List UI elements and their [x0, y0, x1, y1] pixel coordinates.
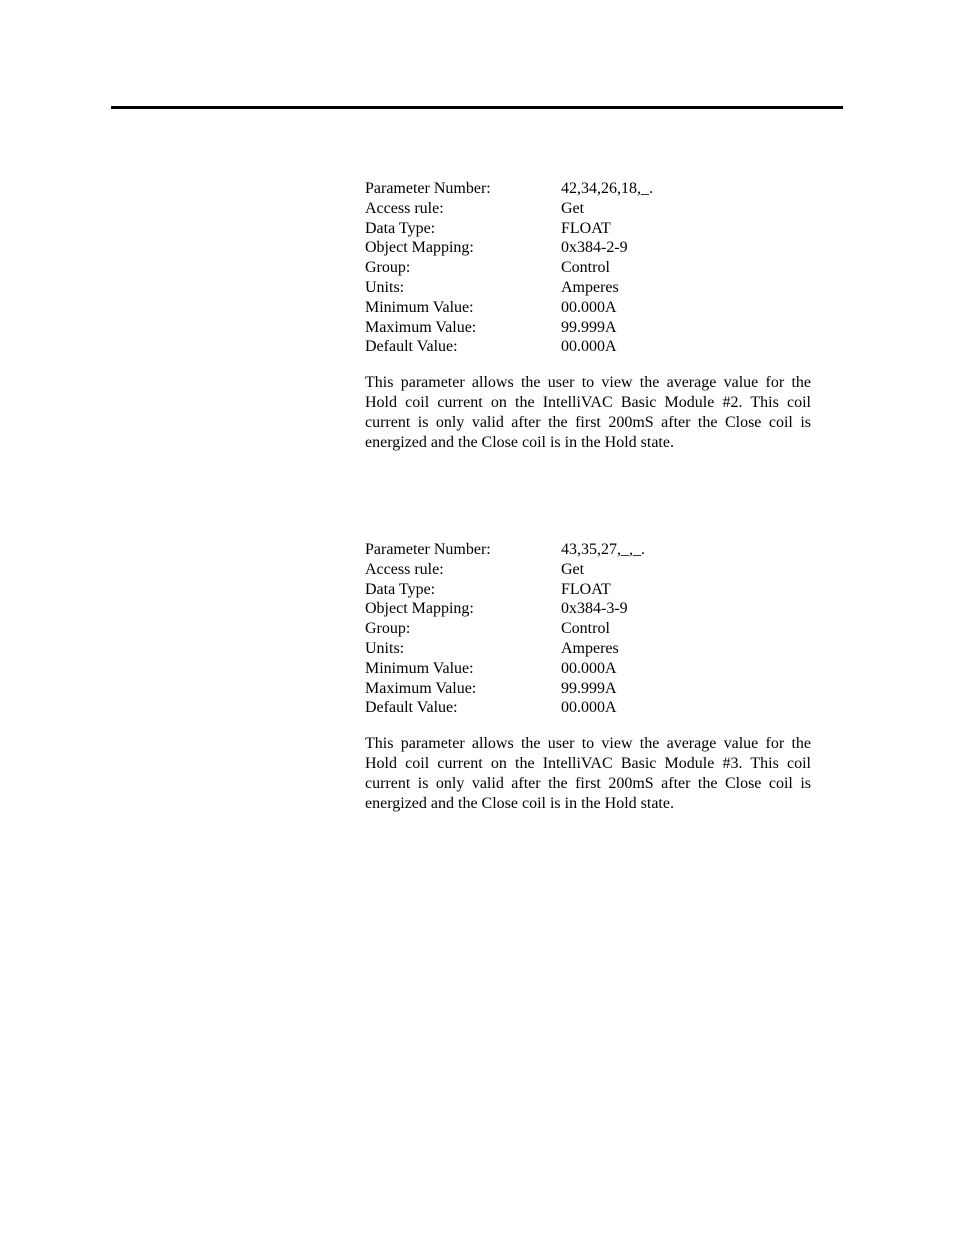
param-label: Units: [365, 639, 405, 657]
parameter-row-group [365, 619, 815, 639]
description-line: This parameter allows the user to view the average value for the [365, 735, 811, 753]
parameter-row-maximum-value [365, 679, 815, 699]
param-value: Get [561, 560, 585, 578]
param-value: 42,34,26,18,_. [561, 180, 653, 197]
header-rule [111, 106, 843, 109]
description-line: current is only valid after the first 200mS after the Close coil is [365, 414, 811, 432]
parameter-block-module-3 [365, 540, 815, 814]
parameter-row-access-rule [365, 199, 815, 219]
parameter-description [365, 373, 811, 453]
parameter-row-minimum-value [365, 659, 815, 679]
param-value: Control [561, 259, 610, 277]
parameter-row-object-mapping [365, 238, 815, 258]
parameter-block-module-2 [365, 179, 815, 453]
param-label: Parameter Number: [365, 541, 491, 558]
param-label: Access rule: [365, 199, 444, 217]
param-label: Data Type: [365, 580, 436, 598]
parameter-row-number [365, 179, 815, 199]
param-value: 0x384-2-9 [561, 239, 628, 257]
param-label: Minimum Value: [365, 659, 474, 677]
param-value: 00.000A [561, 659, 617, 677]
param-value: 99.999A [561, 679, 617, 697]
parameter-table [365, 179, 815, 357]
parameter-row-minimum-value [365, 298, 815, 318]
description-line: current is only valid after the first 200mS after the Close coil is [365, 775, 811, 793]
param-value: Get [561, 199, 585, 217]
param-label: Units: [365, 278, 405, 296]
parameter-row-data-type [365, 580, 815, 600]
param-label: Default Value: [365, 338, 458, 356]
parameter-row-number [365, 540, 815, 560]
parameter-row-units [365, 278, 815, 298]
param-label: Object Mapping: [365, 239, 474, 257]
param-label: Maximum Value: [365, 318, 477, 336]
param-value: 00.000A [561, 298, 617, 316]
parameter-row-maximum-value [365, 318, 815, 338]
param-label: Maximum Value: [365, 679, 477, 697]
param-label: Object Mapping: [365, 600, 474, 618]
param-label: Group: [365, 620, 411, 638]
param-label: Group: [365, 259, 411, 277]
param-value: 00.000A [561, 699, 617, 717]
parameter-row-units [365, 639, 815, 659]
param-label: Minimum Value: [365, 298, 474, 316]
param-value: Amperes [561, 639, 619, 657]
description-line: Hold coil current on the IntelliVAC Basic Module #3. This coil [365, 755, 811, 773]
param-label: Default Value: [365, 699, 458, 717]
param-value: Amperes [561, 278, 619, 296]
param-value: 43,35,27,_,_. [561, 541, 645, 558]
parameter-row-default-value [365, 698, 815, 718]
description-line: Hold coil current on the IntelliVAC Basic Module #2. This coil [365, 394, 811, 412]
param-label: Data Type: [365, 219, 436, 237]
parameter-row-data-type [365, 219, 815, 239]
param-value: 00.000A [561, 338, 617, 356]
param-value: Control [561, 620, 610, 638]
param-value: FLOAT [561, 580, 611, 598]
description-line: This parameter allows the user to view the average value for the [365, 374, 811, 392]
param-label: Access rule: [365, 560, 444, 578]
parameter-row-access-rule [365, 560, 815, 580]
param-value: 0x384-3-9 [561, 600, 628, 618]
param-value: 99.999A [561, 318, 617, 336]
parameter-description [365, 734, 811, 814]
parameter-table [365, 540, 815, 718]
description-line: energized and the Close coil is in the Hold state. [365, 434, 674, 452]
parameter-row-default-value [365, 337, 815, 357]
description-line: energized and the Close coil is in the Hold state. [365, 795, 674, 813]
param-value: FLOAT [561, 219, 611, 237]
parameter-row-object-mapping [365, 599, 815, 619]
parameter-row-group [365, 258, 815, 278]
param-label: Parameter Number: [365, 180, 491, 197]
